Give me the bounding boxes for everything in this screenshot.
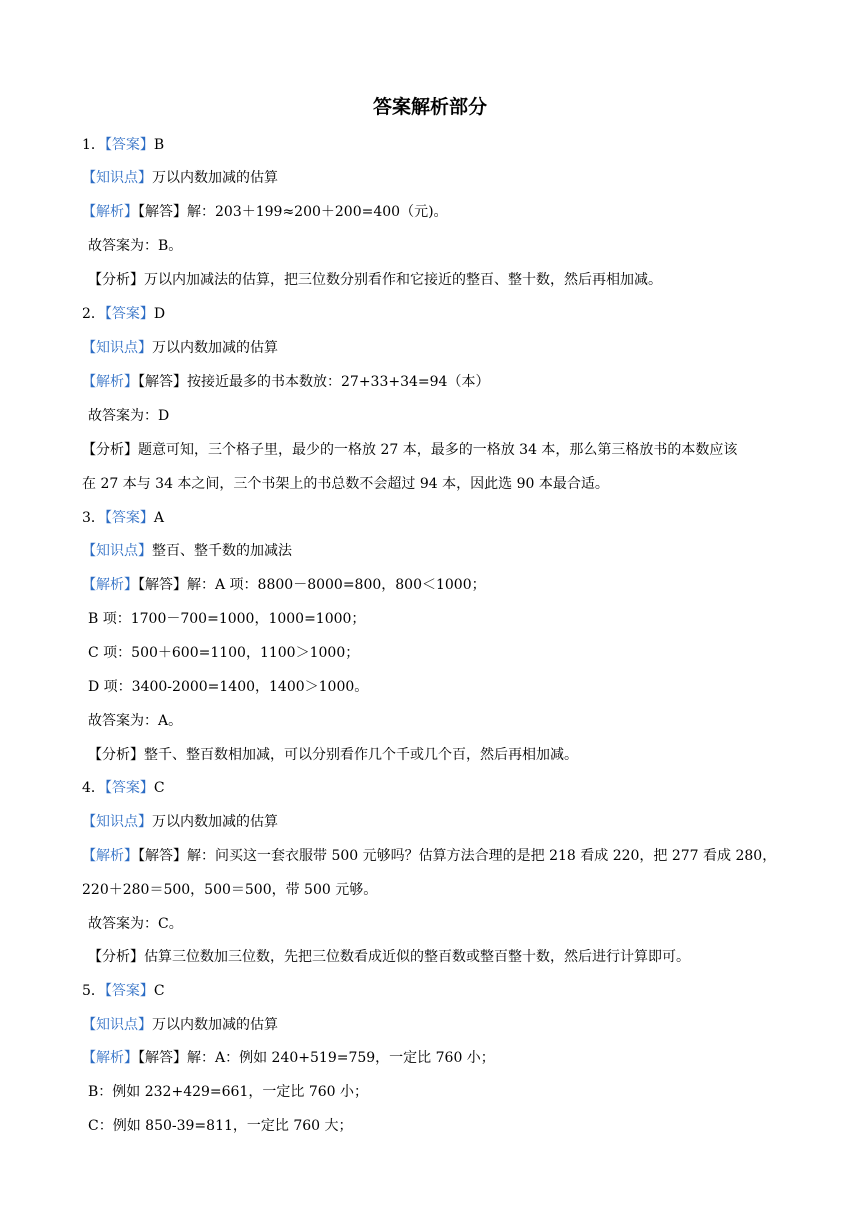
q2-analysis-line-2: 在 27 本与 34 本之间，三个书架上的书总数不会超过 94 本，因此选 90 本最合适。 (82, 476, 609, 492)
knowledge-tag: 【知识点】 (82, 340, 152, 356)
q3-knowledge-line (82, 541, 812, 561)
knowledge-text: 万以内数加减的估算 (152, 340, 278, 356)
knowledge-text: 万以内数加减的估算 (152, 1017, 278, 1033)
answer-tag: 【答案】 (104, 510, 154, 526)
solution-text: 【解答】解：问买这一套衣服带 500 元够吗？估算方法合理的是把 218 看成 220，把 277 看成 280， (138, 848, 777, 864)
knowledge-tag: 【知识点】 (82, 543, 152, 559)
q3-answer-line (82, 508, 812, 528)
q5-item-c: C：例如 850-39=811，一定比 760 大； (88, 1118, 353, 1134)
answer-tag: 【答案】 (104, 983, 154, 999)
q1-conclusion: 故答案为：B。 (88, 238, 183, 254)
question-number: 5． (82, 983, 105, 999)
knowledge-text: 万以内数加减的估算 (152, 170, 278, 186)
answer-tag: 【答案】 (104, 780, 154, 796)
q2-solution-line (82, 372, 812, 392)
q4-analysis: 【分析】估算三位数加三位数，先把三位数看成近似的整百数或整百整十数，然后进行计算即可。 (88, 949, 690, 965)
q5-knowledge-line (82, 1015, 812, 1035)
q4-knowledge-line (82, 812, 812, 832)
question-number: 3． (82, 510, 105, 526)
question-number: 4． (82, 780, 105, 796)
answer-tag: 【答案】 (104, 137, 154, 153)
q4-solution-line (82, 846, 812, 866)
analysis-tag: 【解析】 (82, 1050, 138, 1066)
q5-item-b: B：例如 232+429=661，一定比 760 小； (88, 1084, 368, 1100)
analysis-tag: 【解析】 (82, 577, 138, 593)
question-number: 1． (82, 137, 105, 153)
knowledge-tag: 【知识点】 (82, 1017, 152, 1033)
analysis-tag: 【解析】 (82, 204, 138, 220)
q4-answer-line (82, 778, 812, 798)
knowledge-text: 万以内数加减的估算 (152, 814, 278, 830)
solution-text: 【解答】按接近最多的书本数放：27+33+34=94（本） (138, 374, 490, 390)
knowledge-tag: 【知识点】 (82, 814, 152, 830)
answer-value: A (153, 510, 165, 526)
answer-value: D (153, 306, 166, 322)
q2-answer-line (82, 304, 812, 324)
answer-value: C (153, 983, 165, 999)
solution-text: 【解答】解：A：例如 240+519=759，一定比 760 小； (138, 1050, 495, 1066)
q4-solution-line-2: 220＋280＝500，500＝500，带 500 元够。 (82, 882, 378, 898)
analysis-tag: 【解析】 (82, 848, 138, 864)
q5-answer-line (82, 981, 812, 1001)
q3-item-c: C 项：500＋600=1100，1100＞1000； (88, 645, 360, 661)
q2-analysis-line-1: 【分析】题意可知，三个格子里，最少的一格放 27 本，最多的一格放 34 本，那么第三格放书的本数应该 (82, 442, 738, 458)
q1-knowledge-line (82, 168, 812, 188)
q3-analysis: 【分析】整千、整百数相加减，可以分别看作几个千或几个百，然后再相加减。 (88, 747, 578, 763)
answer-value: C (153, 780, 165, 796)
q5-solution-line (82, 1048, 812, 1068)
q1-answer-line (82, 135, 812, 155)
q4-conclusion: 故答案为：C。 (88, 916, 183, 932)
q3-item-d: D 项：3400-2000=1400，1400＞1000。 (88, 679, 369, 695)
page-title: 答案解析部分 (372, 96, 487, 118)
q3-item-b: B 项：1700－700=1000，1000=1000； (88, 611, 366, 627)
analysis-tag: 【解析】 (82, 374, 138, 390)
answer-tag: 【答案】 (104, 306, 154, 322)
question-number: 2． (82, 306, 105, 322)
solution-text: 【解答】解：A 项：8800－8000=800，800＜1000； (138, 577, 486, 593)
q2-knowledge-line (82, 338, 812, 358)
q3-solution-line (82, 575, 812, 595)
knowledge-tag: 【知识点】 (82, 170, 152, 186)
q1-solution-line (82, 202, 812, 222)
solution-text: 【解答】解：203＋199≈200＋200=400（元)。 (138, 204, 448, 220)
q2-conclusion: 故答案为：D (88, 408, 170, 424)
q1-analysis: 【分析】万以内加减法的估算，把三位数分别看作和它接近的整百、整十数，然后再相加减。 (88, 272, 662, 288)
q3-conclusion: 故答案为：A。 (88, 713, 183, 729)
knowledge-text: 整百、整千数的加减法 (152, 543, 292, 559)
answer-value: B (153, 137, 165, 153)
